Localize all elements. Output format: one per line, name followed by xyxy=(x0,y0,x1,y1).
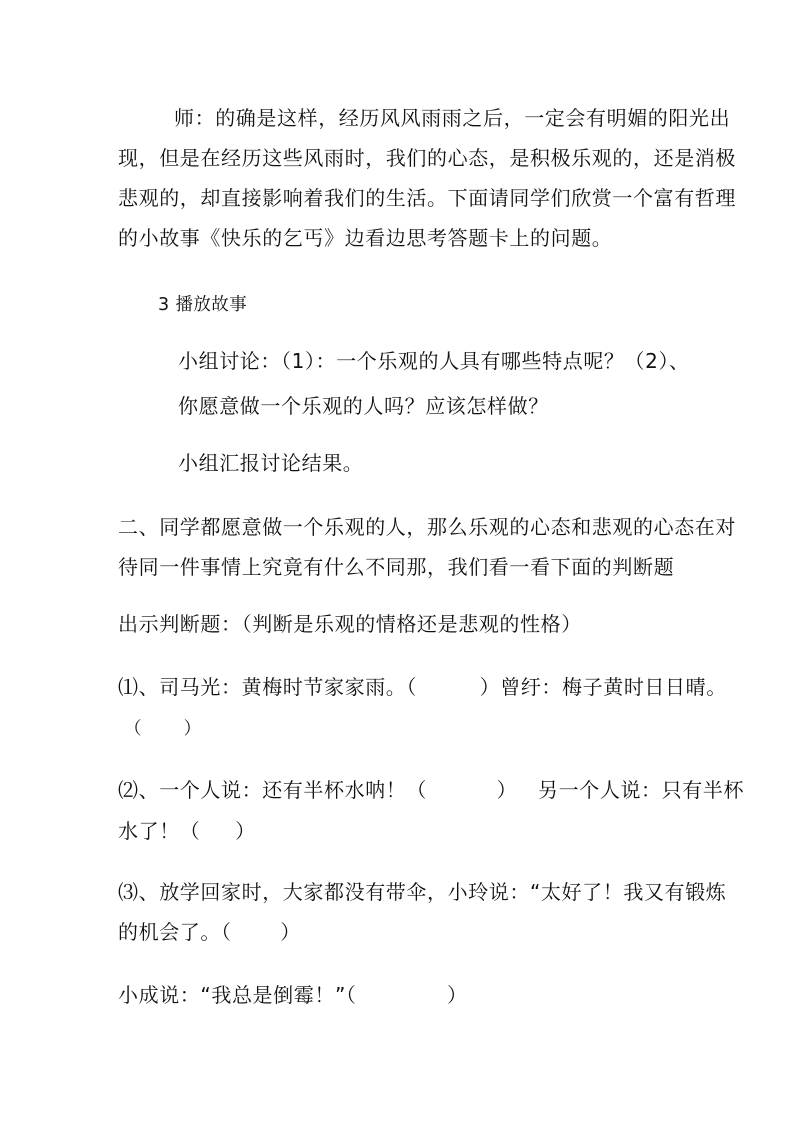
question-1-line: ⑴、司马光：黄梅时节家家雨。（ ）曾纡：梅子黄时日日晴。 xyxy=(118,675,727,699)
paragraph-line: 悲观的，却直接影响着我们的生活。下面请同学们欣赏一个富有哲理 xyxy=(118,186,736,210)
section-2-line: 二、同学都愿意做一个乐观的人，那么乐观的心态和悲观的心态在对 xyxy=(118,515,736,539)
step-3-heading: 3 播放故事 xyxy=(158,295,248,315)
group-discussion-line: 你愿意做一个乐观的人吗？应该怎样做？ xyxy=(178,394,549,418)
group-report-line: 小组汇报讨论结果。 xyxy=(178,451,364,475)
question-2-line: 水了！（ ） xyxy=(118,819,256,843)
question-1-line: （ ） xyxy=(124,719,202,739)
group-discussion-line: 小组讨论：（1）：一个乐观的人具有哪些特点呢？（2）、 xyxy=(178,349,690,373)
xiaocheng-line: 小成说：“我总是倒霉！”（ ） xyxy=(118,983,468,1007)
question-3-line: ⑶、放学回家时，大家都没有带伞，小玲说：“太好了！我又有锻炼 xyxy=(118,880,727,904)
judgement-intro: 出示判断题：（判断是乐观的情格还是悲观的性格） xyxy=(118,612,582,636)
paragraph-line: 的小故事《快乐的乞丐》边看边思考答题卡上的问题。 xyxy=(118,226,613,250)
question-2-line: ⑵、一个人说：还有半杯水呐！（ ） 另一个人说：只有半杯 xyxy=(118,778,745,802)
paragraph-line: 师：的确是这样，经历风风雨雨之后，一定会有明媚的阳光出 xyxy=(174,106,731,130)
section-2-line: 待同一件事情上究竟有什么不同那，我们看一看下面的判断题 xyxy=(118,555,675,579)
question-3-line: 的机会了。（ ） xyxy=(118,920,301,944)
paragraph-line: 现，但是在经历这些风雨时，我们的心态，是积极乐观的，还是消极 xyxy=(118,146,736,170)
